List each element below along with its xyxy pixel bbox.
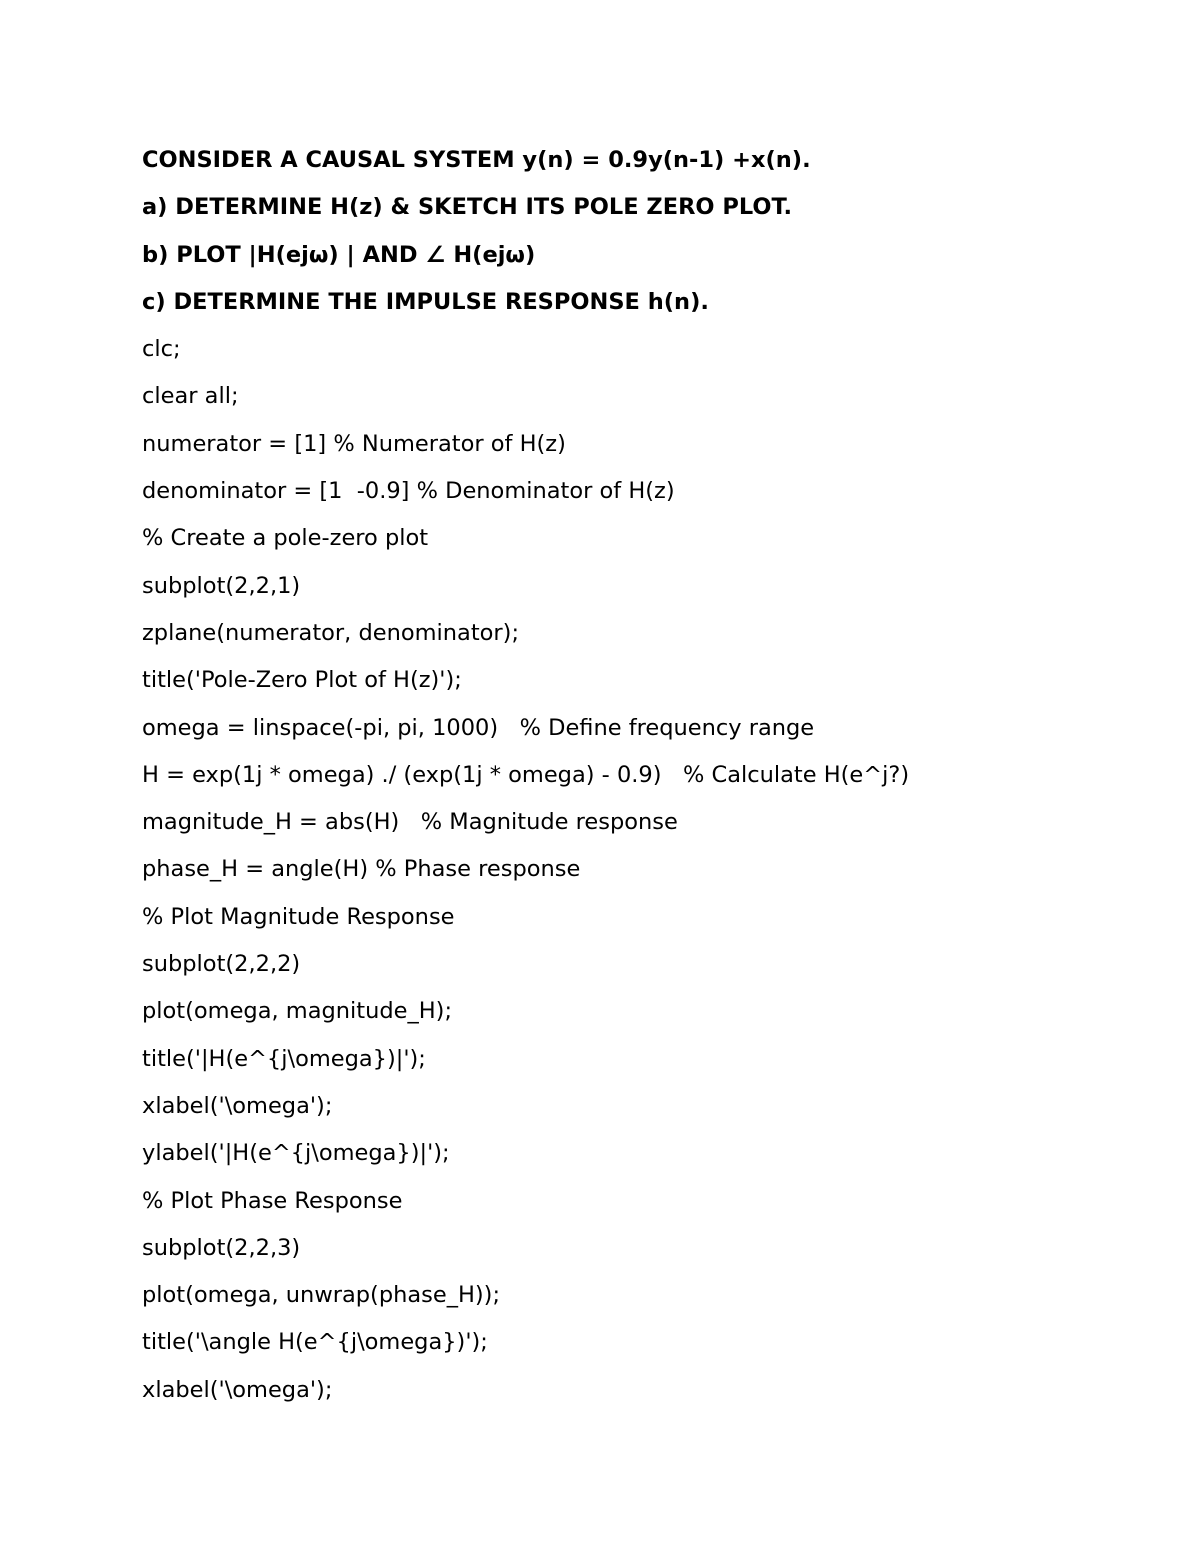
code-line: subplot(2,2,1) (142, 572, 301, 599)
code-line: plot(omega, magnitude_H); (142, 998, 453, 1025)
code-line: clear all; (142, 383, 239, 410)
code-line: magnitude_H = abs(H) % Magnitude response (142, 809, 678, 836)
code-line: omega = linspace(-pi, pi, 1000) % Define frequency range (142, 714, 815, 741)
code-line: denominator = [1 -0.9] % Denominator of H(z) (142, 478, 675, 505)
code-line: % Create a pole-zero plot (142, 525, 429, 552)
code-line: title('|H(e^{j\omega})|'); (142, 1045, 426, 1072)
code-line: numerator = [1] % Numerator of H(z) (142, 430, 566, 457)
code-line: subplot(2,2,2) (142, 951, 301, 978)
code-line: title('Pole-Zero Plot of H(z)'); (142, 667, 462, 694)
code-line: ylabel('|H(e^{j\omega})|'); (142, 1140, 450, 1167)
code-line: % Plot Magnitude Response (142, 903, 455, 930)
part-b-question: b) PLOT |H(ejω) | AND ∠ H(ejω) (142, 241, 536, 268)
part-a-question: a) DETERMINE H(z) & SKETCH ITS POLE ZERO PLOT. (142, 194, 793, 221)
document-body (142, 137, 1142, 1414)
code-line: title('\angle H(e^{j\omega})'); (142, 1329, 488, 1356)
code-line: clc; (142, 336, 181, 363)
code-line: xlabel('\omega'); (142, 1092, 333, 1119)
code-line: H = exp(1j * omega) ./ (exp(1j * omega) - 0.9) % Calculate H(e^j?) (142, 761, 910, 788)
code-line: % Plot Phase Response (142, 1187, 403, 1214)
code-line: phase_H = angle(H) % Phase response (142, 856, 581, 883)
part-c-question: c) DETERMINE THE IMPULSE RESPONSE h(n). (142, 288, 709, 315)
code-line: plot(omega, unwrap(phase_H)); (142, 1282, 501, 1309)
problem-statement: CONSIDER A CAUSAL SYSTEM y(n) = 0.9y(n-1) +x(n). (142, 147, 811, 173)
code-line: zplane(numerator, denominator); (142, 619, 520, 646)
code-line: xlabel('\omega'); (142, 1376, 333, 1403)
code-line: subplot(2,2,3) (142, 1234, 301, 1261)
